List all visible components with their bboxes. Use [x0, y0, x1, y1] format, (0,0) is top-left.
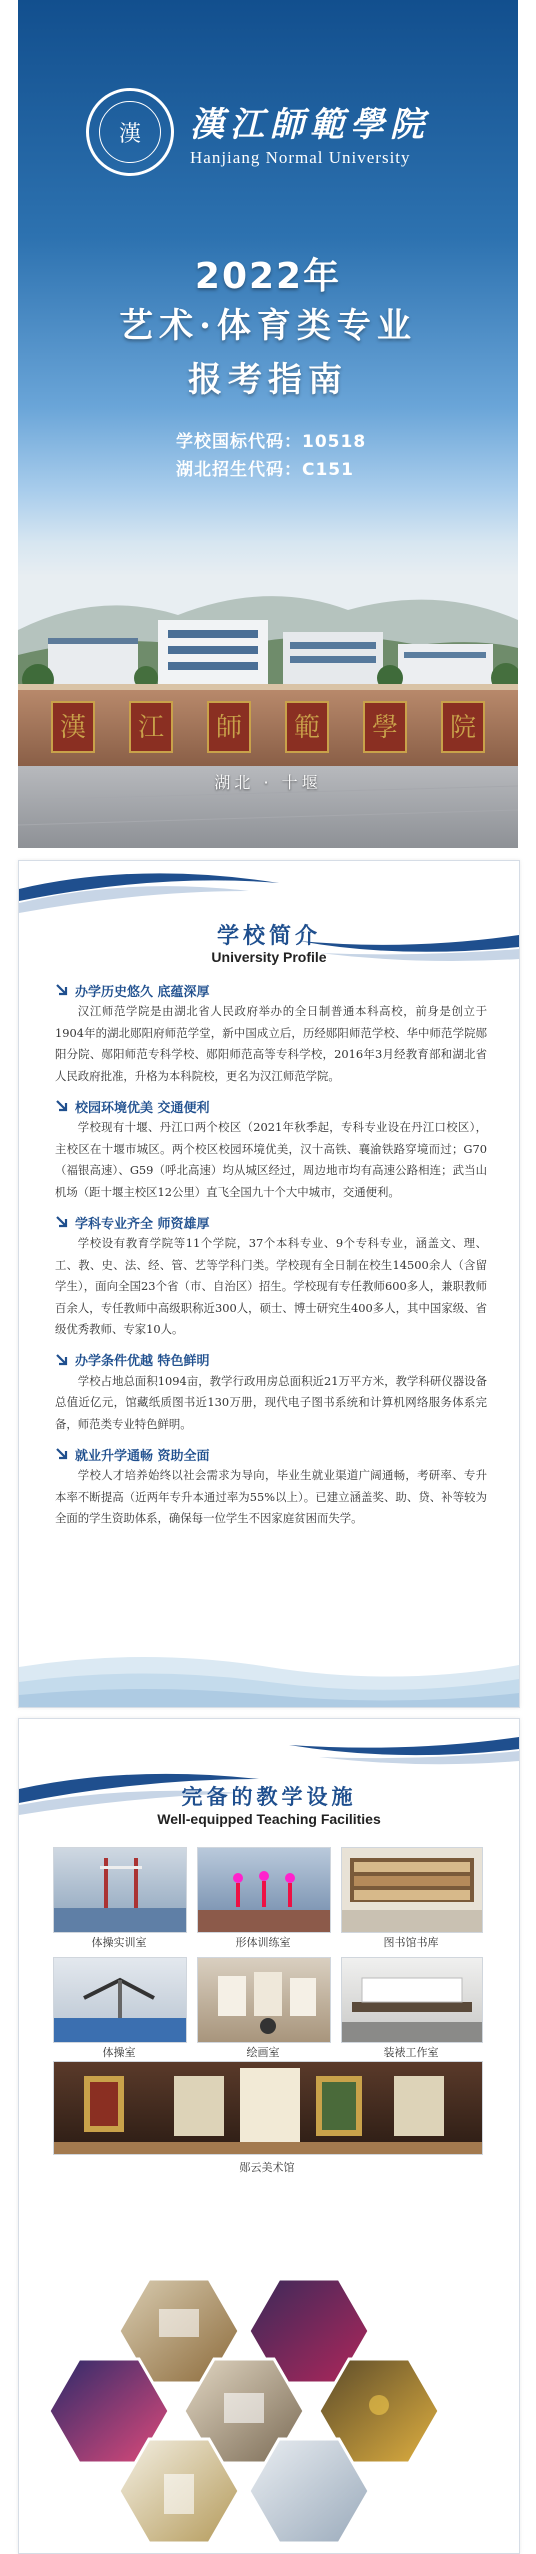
caption-gymnastics-hall: 体操室 — [102, 2046, 136, 2059]
caption-mounting-studio: 装裱工作室 — [383, 2046, 439, 2059]
campus-gate-illustration — [18, 560, 518, 848]
profile-block — [55, 979, 487, 1087]
school-seal-icon: 漢 — [86, 88, 174, 176]
cover-title-line2: 报考指南 — [188, 360, 348, 400]
profile-block — [55, 1095, 487, 1203]
caption-library-stacks: 图书馆书库 — [383, 1936, 439, 1949]
photo-gym-training — [53, 1847, 187, 1933]
profile-block — [55, 1443, 487, 1530]
gate-character: 範 — [293, 713, 321, 743]
arrow-icon — [55, 1099, 69, 1113]
block-text: 学校占地总面积1094亩，教学行政用房总面积近21万平方米，教学科研仪器设备总值近亿元，馆藏纸质图书近130万册，现代电子图书系统和计算机网络服务体系完备，师范类专业特色鲜明。 — [55, 1373, 487, 1431]
block-text: 学校现有十堰、丹江口两个校区（2021年秋季起，专科专业设在丹江口校区），主校区在十堰市城区。两个校区校园环境优美，汉十高铁、襄渝铁路穿境而过；G70（福银高速）、G59（呼北高速）均从城区经过，周边地市均有高速公路相连；武当山机场（距十堰主校区12公里）直飞全国九十个大中城市，交通便利。 — [55, 1120, 487, 1199]
wave-decoration — [19, 1627, 519, 1707]
logo-chinese-name: 漢江師範學院 — [190, 104, 430, 145]
block-heading: 办学历史悠久 底蕴深厚 — [75, 984, 210, 1000]
block-heading: 办学条件优越 特色鲜明 — [75, 1354, 210, 1369]
profile-body — [55, 979, 487, 1538]
profile-block — [55, 1349, 487, 1436]
cover-year: 2022年 — [194, 256, 342, 297]
cover-section — [18, 0, 518, 848]
arrow-icon — [55, 983, 69, 997]
profile-subtitle: University Profile — [211, 949, 327, 965]
block-text: 学校设有教育学院等11个学院，37个本科专业、9个专科专业，涵盖文、理、工、教、史、法、经、管、艺等学科门类。学校现有全日制在校生14500余人（含留学生），面向全国23个省（市、自治区）招生。学校现有专任教师600多人，兼职教师百余人，专任教师中高级职称近300人，硕士、博士研究生400多人，其中国家级、省级优秀教师、专家10人。 — [55, 1236, 487, 1336]
national-code: 学校国标代码：10518 — [176, 432, 367, 452]
profile-block — [55, 1211, 487, 1341]
block-heading: 学科专业齐全 师资雄厚 — [75, 1216, 210, 1232]
school-logo — [86, 88, 430, 176]
profile-section — [18, 860, 520, 1708]
block-heading: 就业升学通畅 资助全面 — [75, 1448, 210, 1464]
admission-codes — [176, 428, 366, 484]
facilities-section — [18, 1718, 520, 2554]
photo-library-stacks — [341, 1847, 483, 1933]
photo-art-gallery — [53, 2061, 483, 2155]
gate-character: 院 — [449, 713, 477, 743]
honors-hexagon-collage — [49, 2269, 489, 2549]
facilities-subtitle: Well-equipped Teaching Facilities — [157, 1811, 381, 1827]
block-text: 学校人才培养始终以社会需求为导向，毕业生就业渠道广阔通畅，考研率、专升本率不断提高（近两年专升本通过率为55%以上）。已建立涵盖奖、助、贷、补等较为全面的学生资助体系，确保每一位学生不因家庭贫困而失学。 — [55, 1468, 487, 1525]
arrow-icon — [55, 1215, 69, 1229]
photo-dance-room — [197, 1847, 331, 1933]
arrow-icon — [55, 1353, 69, 1367]
cover-location: 湖北 · 十堰 — [214, 773, 322, 792]
gate-character: 江 — [137, 713, 165, 743]
arrow-icon — [55, 1447, 69, 1461]
photo-gymnastics-hall — [53, 1957, 187, 2043]
facilities-title: 完备的教学设施 — [181, 1784, 357, 1809]
gate-character: 學 — [371, 713, 399, 743]
profile-title: 学校简介 — [216, 923, 321, 949]
caption-gym-training: 体操实训室 — [91, 1936, 147, 1949]
caption-art-gallery: 郧云美术馆 — [239, 2161, 295, 2174]
cover-title-line1: 艺术·体育类专业 — [119, 306, 417, 346]
photo-mounting-studio — [341, 1957, 483, 2043]
block-text: 汉江师范学院是由湖北省人民政府举办的全日制普通本科高校，前身是创立于1904年的湖北郧阳府师范学堂，新中国成立后，历经郧阳师范学校、华中师范学院郧阳分院、郧阳师范专科学校、郧阳师范高等专科学校，2016年3月经教育部和湖北省人民政府批准，升格为本科院校，更名为汉江师范学院。 — [55, 1004, 487, 1083]
hubei-code: 湖北招生代码：C151 — [176, 460, 354, 480]
logo-english-name: Hanjiang Normal University — [190, 147, 411, 167]
gate-character: 漢 — [59, 713, 87, 743]
caption-dance-room: 形体训练室 — [235, 1936, 291, 1949]
photo-painting-room — [197, 1957, 331, 2043]
block-heading: 校园环境优美 交通便利 — [75, 1100, 210, 1116]
gate-character: 師 — [215, 713, 243, 743]
caption-painting-room: 绘画室 — [246, 2046, 280, 2059]
